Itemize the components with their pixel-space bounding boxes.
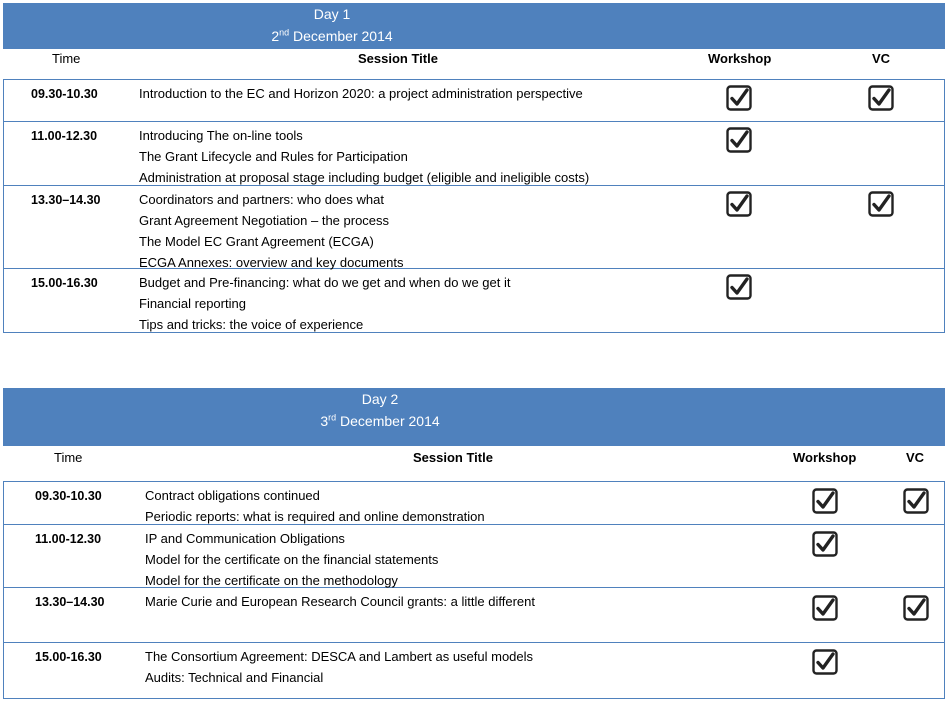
- day-2-header: [3, 388, 945, 446]
- table-row: [3, 643, 945, 699]
- session-time: 13.30–14.30: [31, 193, 101, 207]
- session-title: ECGA Annexes: overview and key documents: [139, 255, 404, 270]
- session-title: Marie Curie and European Research Council grants: a little different: [145, 594, 535, 609]
- col-time: Time: [52, 51, 81, 66]
- session-title: Contract obligations continued: [145, 488, 320, 503]
- vc-checkbox-checked-icon[interactable]: [903, 488, 927, 512]
- col-workshop: Workshop: [793, 450, 857, 465]
- table-row: [3, 525, 945, 588]
- workshop-checkbox-checked-icon[interactable]: [812, 595, 836, 619]
- session-time: 09.30-10.30: [35, 489, 102, 503]
- session-title: Periodic reports: what is required and online demonstration: [145, 509, 485, 524]
- workshop-checkbox-checked-icon[interactable]: [812, 488, 836, 512]
- workshop-checkbox-checked-icon[interactable]: [812, 531, 836, 555]
- workshop-checkbox-checked-icon[interactable]: [726, 274, 750, 298]
- session-title: The Grant Lifecycle and Rules for Participation: [139, 149, 408, 164]
- day-1-header: [3, 3, 945, 49]
- workshop-checkbox-checked-icon[interactable]: [726, 191, 750, 215]
- session-time: 15.00-16.30: [35, 650, 102, 664]
- day-1-table: [3, 3, 945, 333]
- vc-checkbox-checked-icon[interactable]: [903, 595, 927, 619]
- session-title: Audits: Technical and Financial: [145, 670, 324, 685]
- session-title: The Consortium Agreement: DESCA and Lambert as useful models: [145, 649, 534, 664]
- col-session-title: Session Title: [413, 450, 493, 465]
- session-time: 11.00-12.30: [31, 129, 98, 143]
- day-title: Day 1: [313, 6, 351, 22]
- session-title: Introducing The on-line tools: [139, 128, 303, 143]
- session-titles: [139, 86, 583, 107]
- session-time: 11.00-12.30: [35, 532, 102, 546]
- session-title: The Model EC Grant Agreement (ECGA): [139, 234, 374, 249]
- session-title: Model for the certificate on the financial statements: [145, 552, 439, 567]
- session-time: 15.00-16.30: [31, 276, 98, 290]
- session-titles: [139, 275, 510, 338]
- day-date: 2nd December 2014: [271, 27, 393, 44]
- vc-checkbox-checked-icon[interactable]: [868, 85, 892, 109]
- session-titles: [145, 488, 485, 530]
- session-titles: [145, 649, 533, 691]
- col-session-title: Session Title: [358, 51, 438, 66]
- workshop-checkbox-checked-icon[interactable]: [726, 85, 750, 109]
- session-title: Budget and Pre-financing: what do we get and when do we get it: [139, 275, 511, 290]
- session-title: Financial reporting: [139, 296, 246, 311]
- session-title: Tips and tricks: the voice of experience: [139, 317, 364, 332]
- workshop-checkbox-checked-icon[interactable]: [726, 127, 750, 151]
- table-row: [3, 482, 945, 525]
- vc-checkbox-checked-icon[interactable]: [868, 191, 892, 215]
- col-vc: VC: [906, 450, 925, 465]
- session-titles: [139, 192, 403, 276]
- table-row: [3, 588, 945, 643]
- day-title: Day 2: [361, 391, 399, 407]
- session-title: Model for the certificate on the methodology: [145, 573, 398, 588]
- col-workshop: Workshop: [708, 51, 772, 66]
- table-row: [3, 186, 945, 269]
- column-headers: [3, 49, 945, 80]
- session-title: IP and Communication Obligations: [145, 531, 345, 546]
- table-row: [3, 122, 945, 186]
- session-title: Coordinators and partners: who does what: [139, 192, 384, 207]
- day-2-table: [3, 388, 945, 699]
- day-date: 3rd December 2014: [320, 412, 440, 429]
- session-titles: [145, 594, 535, 615]
- session-titles: [139, 128, 589, 191]
- workshop-checkbox-checked-icon[interactable]: [812, 649, 836, 673]
- table-row: [3, 80, 945, 122]
- col-time: Time: [54, 450, 83, 465]
- table-row: [3, 269, 945, 333]
- column-headers: [3, 446, 945, 482]
- session-title: Administration at proposal stage including budget (eligible and ineligible costs): [139, 170, 590, 185]
- session-title: Grant Agreement Negotiation – the process: [139, 213, 390, 228]
- session-titles: [145, 531, 438, 594]
- session-time: 09.30-10.30: [31, 87, 98, 101]
- col-vc: VC: [872, 51, 891, 66]
- session-time: 13.30–14.30: [35, 595, 105, 609]
- session-title: Introduction to the EC and Horizon 2020: a project administration perspective: [139, 86, 583, 101]
